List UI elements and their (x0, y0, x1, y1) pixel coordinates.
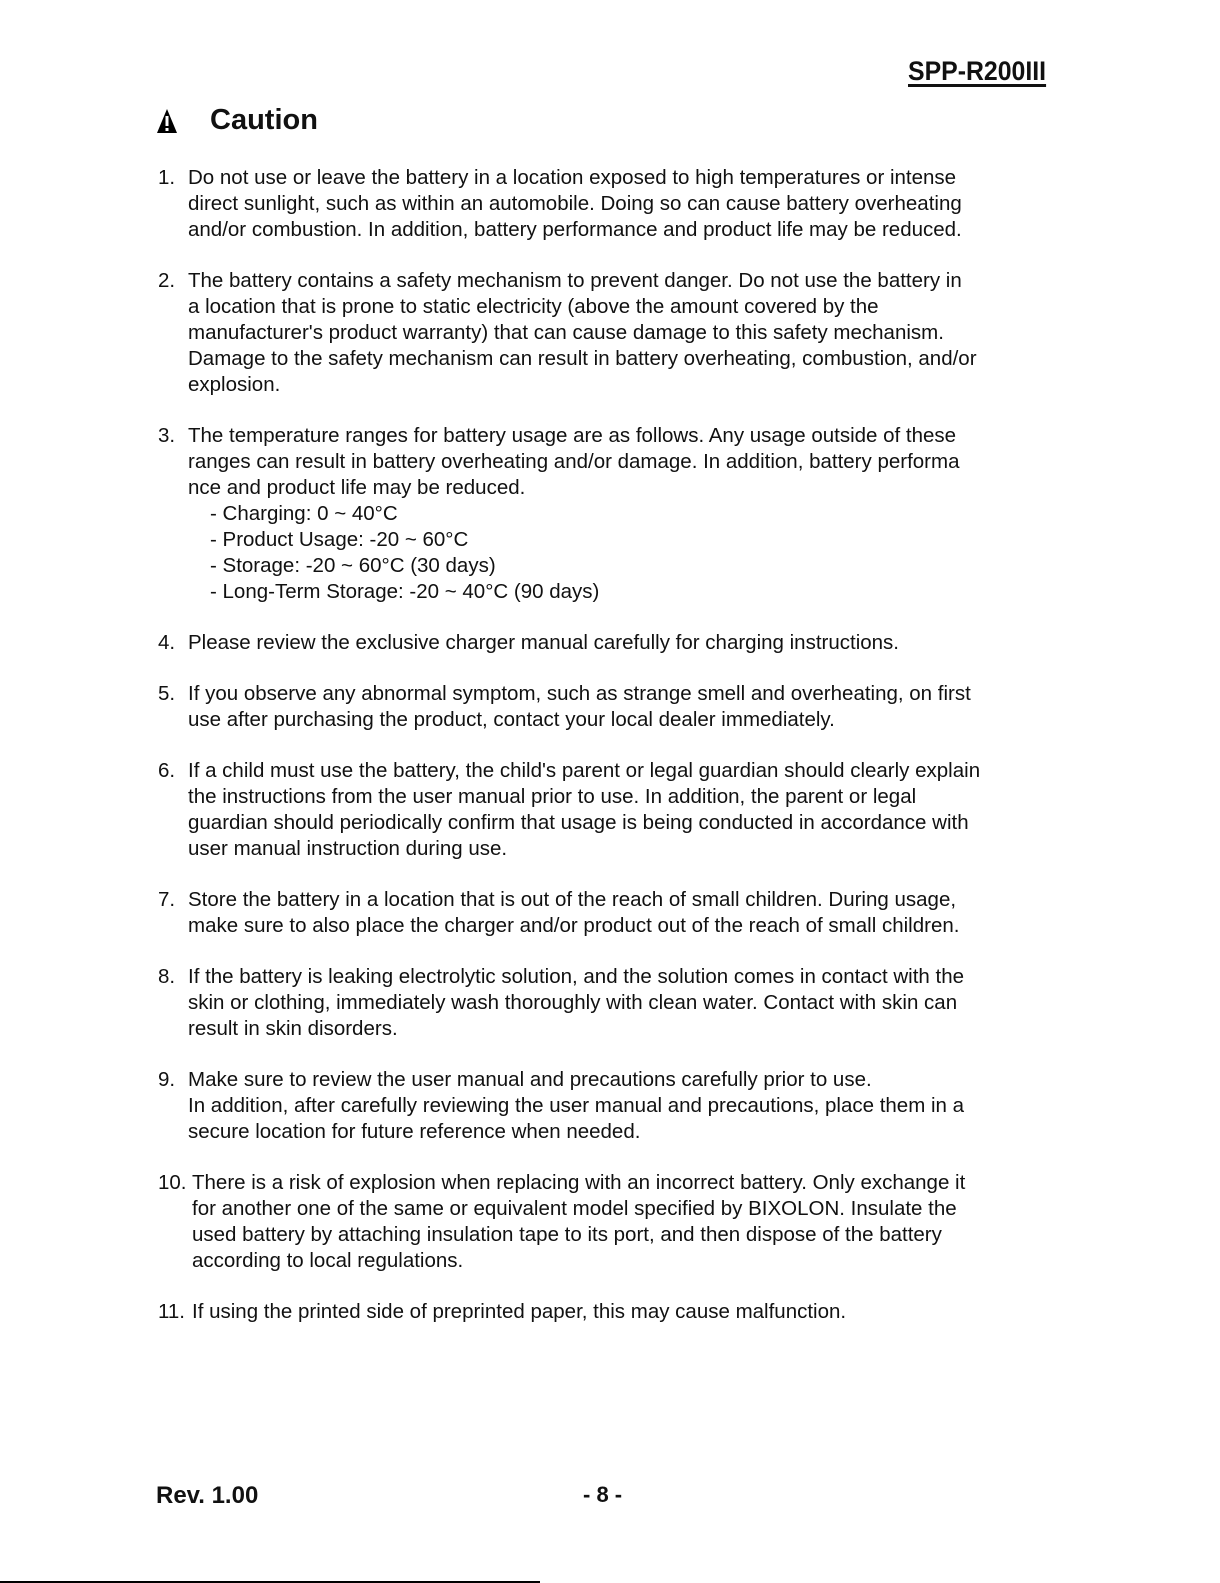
caution-item (158, 630, 1053, 656)
caution-item (158, 268, 1053, 398)
item-text (188, 165, 1053, 243)
item-number: 5. (158, 682, 176, 705)
temperature-range-line: - Product Usage: -20 ~ 60°C (210, 528, 469, 551)
item-text (188, 423, 1053, 605)
item-line: ranges can result in battery overheating and/or damage. In addition, battery performa (188, 450, 960, 473)
item-line: There is a risk of explosion when replacing with an incorrect battery. Only exchange it (192, 1171, 966, 1194)
section-title: Caution (210, 104, 318, 136)
item-number: 4. (158, 631, 176, 654)
item-line: secure location for future reference when needed. (188, 1120, 641, 1143)
item-text (192, 1170, 1053, 1274)
item-text (188, 758, 1053, 862)
item-number: 6. (158, 759, 176, 782)
item-number: 2. (158, 269, 176, 292)
item-number: 8. (158, 965, 176, 988)
caution-item (158, 1299, 1053, 1325)
item-line: for another one of the same or equivalent model specified by BIXOLON. Insulate the (192, 1197, 957, 1220)
item-line: and/or combustion. In addition, battery performance and product life may be reduced. (188, 218, 962, 241)
caution-item (158, 1170, 1053, 1274)
item-line: The battery contains a safety mechanism to prevent danger. Do not use the battery in (188, 269, 962, 292)
caution-item (158, 887, 1053, 939)
temperature-range-line: - Storage: -20 ~ 60°C (30 days) (210, 554, 496, 577)
temperature-range-line: - Long-Term Storage: -20 ~ 40°C (90 days) (210, 580, 600, 603)
item-line: If a child must use the battery, the child's parent or legal guardian should clearly explain (188, 759, 981, 782)
caution-item (158, 1067, 1053, 1145)
item-line: direct sunlight, such as within an automobile. Doing so can cause battery overheating (188, 192, 962, 215)
item-line: manufacturer's product warranty) that can cause damage to this safety mechanism. (188, 321, 944, 344)
item-line: The temperature ranges for battery usage are as follows. Any usage outside of these (188, 424, 957, 447)
item-line: make sure to also place the charger and/or product out of the reach of small children. (188, 914, 960, 937)
item-line: Make sure to review the user manual and precautions carefully prior to use. (188, 1068, 872, 1091)
item-line: skin or clothing, immediately wash thoroughly with clean water. Contact with skin can (188, 991, 958, 1014)
item-number: 3. (158, 424, 176, 447)
section-heading (156, 104, 318, 137)
item-line: use after purchasing the product, contact your local dealer immediately. (188, 708, 835, 731)
page-number: - 8 - (583, 1482, 623, 1507)
caution-list (158, 165, 1053, 1350)
item-text (188, 887, 1053, 939)
item-line: Please review the exclusive charger manual carefully for charging instructions. (188, 631, 900, 654)
item-line: Do not use or leave the battery in a location exposed to high temperatures or intense (188, 166, 957, 189)
item-line: Damage to the safety mechanism can result in battery overheating, combustion, and/or (188, 347, 977, 370)
item-number: 7. (158, 888, 176, 911)
item-number: 10. (158, 1171, 187, 1194)
item-line: the instructions from the user manual prior to use. In addition, the parent or legal (188, 785, 917, 808)
caution-item (158, 423, 1053, 605)
item-line: user manual instruction during use. (188, 837, 508, 860)
item-number: 9. (158, 1068, 176, 1091)
item-text (188, 630, 1053, 656)
item-line: guardian should periodically confirm that usage is being conducted in accordance with (188, 811, 969, 834)
temperature-range-line: - Charging: 0 ~ 40°C (210, 502, 398, 525)
model-name: SPP-R200III (907, 56, 1046, 86)
item-line: a location that is prone to static electricity (above the amount covered by the (188, 295, 879, 318)
item-line: according to local regulations. (192, 1249, 464, 1272)
item-line: If you observe any abnormal symptom, such as strange smell and overheating, on first (188, 682, 971, 705)
item-line: nce and product life may be reduced. (188, 476, 526, 499)
item-number: 11. (158, 1300, 185, 1323)
warning-triangle-icon (156, 108, 178, 134)
item-text (188, 1067, 1053, 1145)
item-text (188, 681, 1053, 733)
item-text (192, 1299, 1053, 1325)
item-text (188, 964, 1053, 1042)
item-line: used battery by attaching insulation tape to its port, and then dispose of the battery (192, 1223, 942, 1246)
caution-item (158, 964, 1053, 1042)
caution-item (158, 681, 1053, 733)
revision-label: Rev. 1.00 (156, 1482, 259, 1509)
item-line: Store the battery in a location that is out of the reach of small children. During usage, (188, 888, 957, 911)
item-text (188, 268, 1053, 398)
item-line: result in skin disorders. (188, 1017, 398, 1040)
caution-item (158, 165, 1053, 243)
item-line: If using the printed side of preprinted paper, this may cause malfunction. (192, 1300, 847, 1323)
item-line: explosion. (188, 373, 281, 396)
item-line: If the battery is leaking electrolytic solution, and the solution comes in contact with the (188, 965, 964, 988)
item-number: 1. (158, 166, 176, 189)
caution-item (158, 758, 1053, 862)
item-line: In addition, after carefully reviewing the user manual and precautions, place them in a (188, 1094, 965, 1117)
